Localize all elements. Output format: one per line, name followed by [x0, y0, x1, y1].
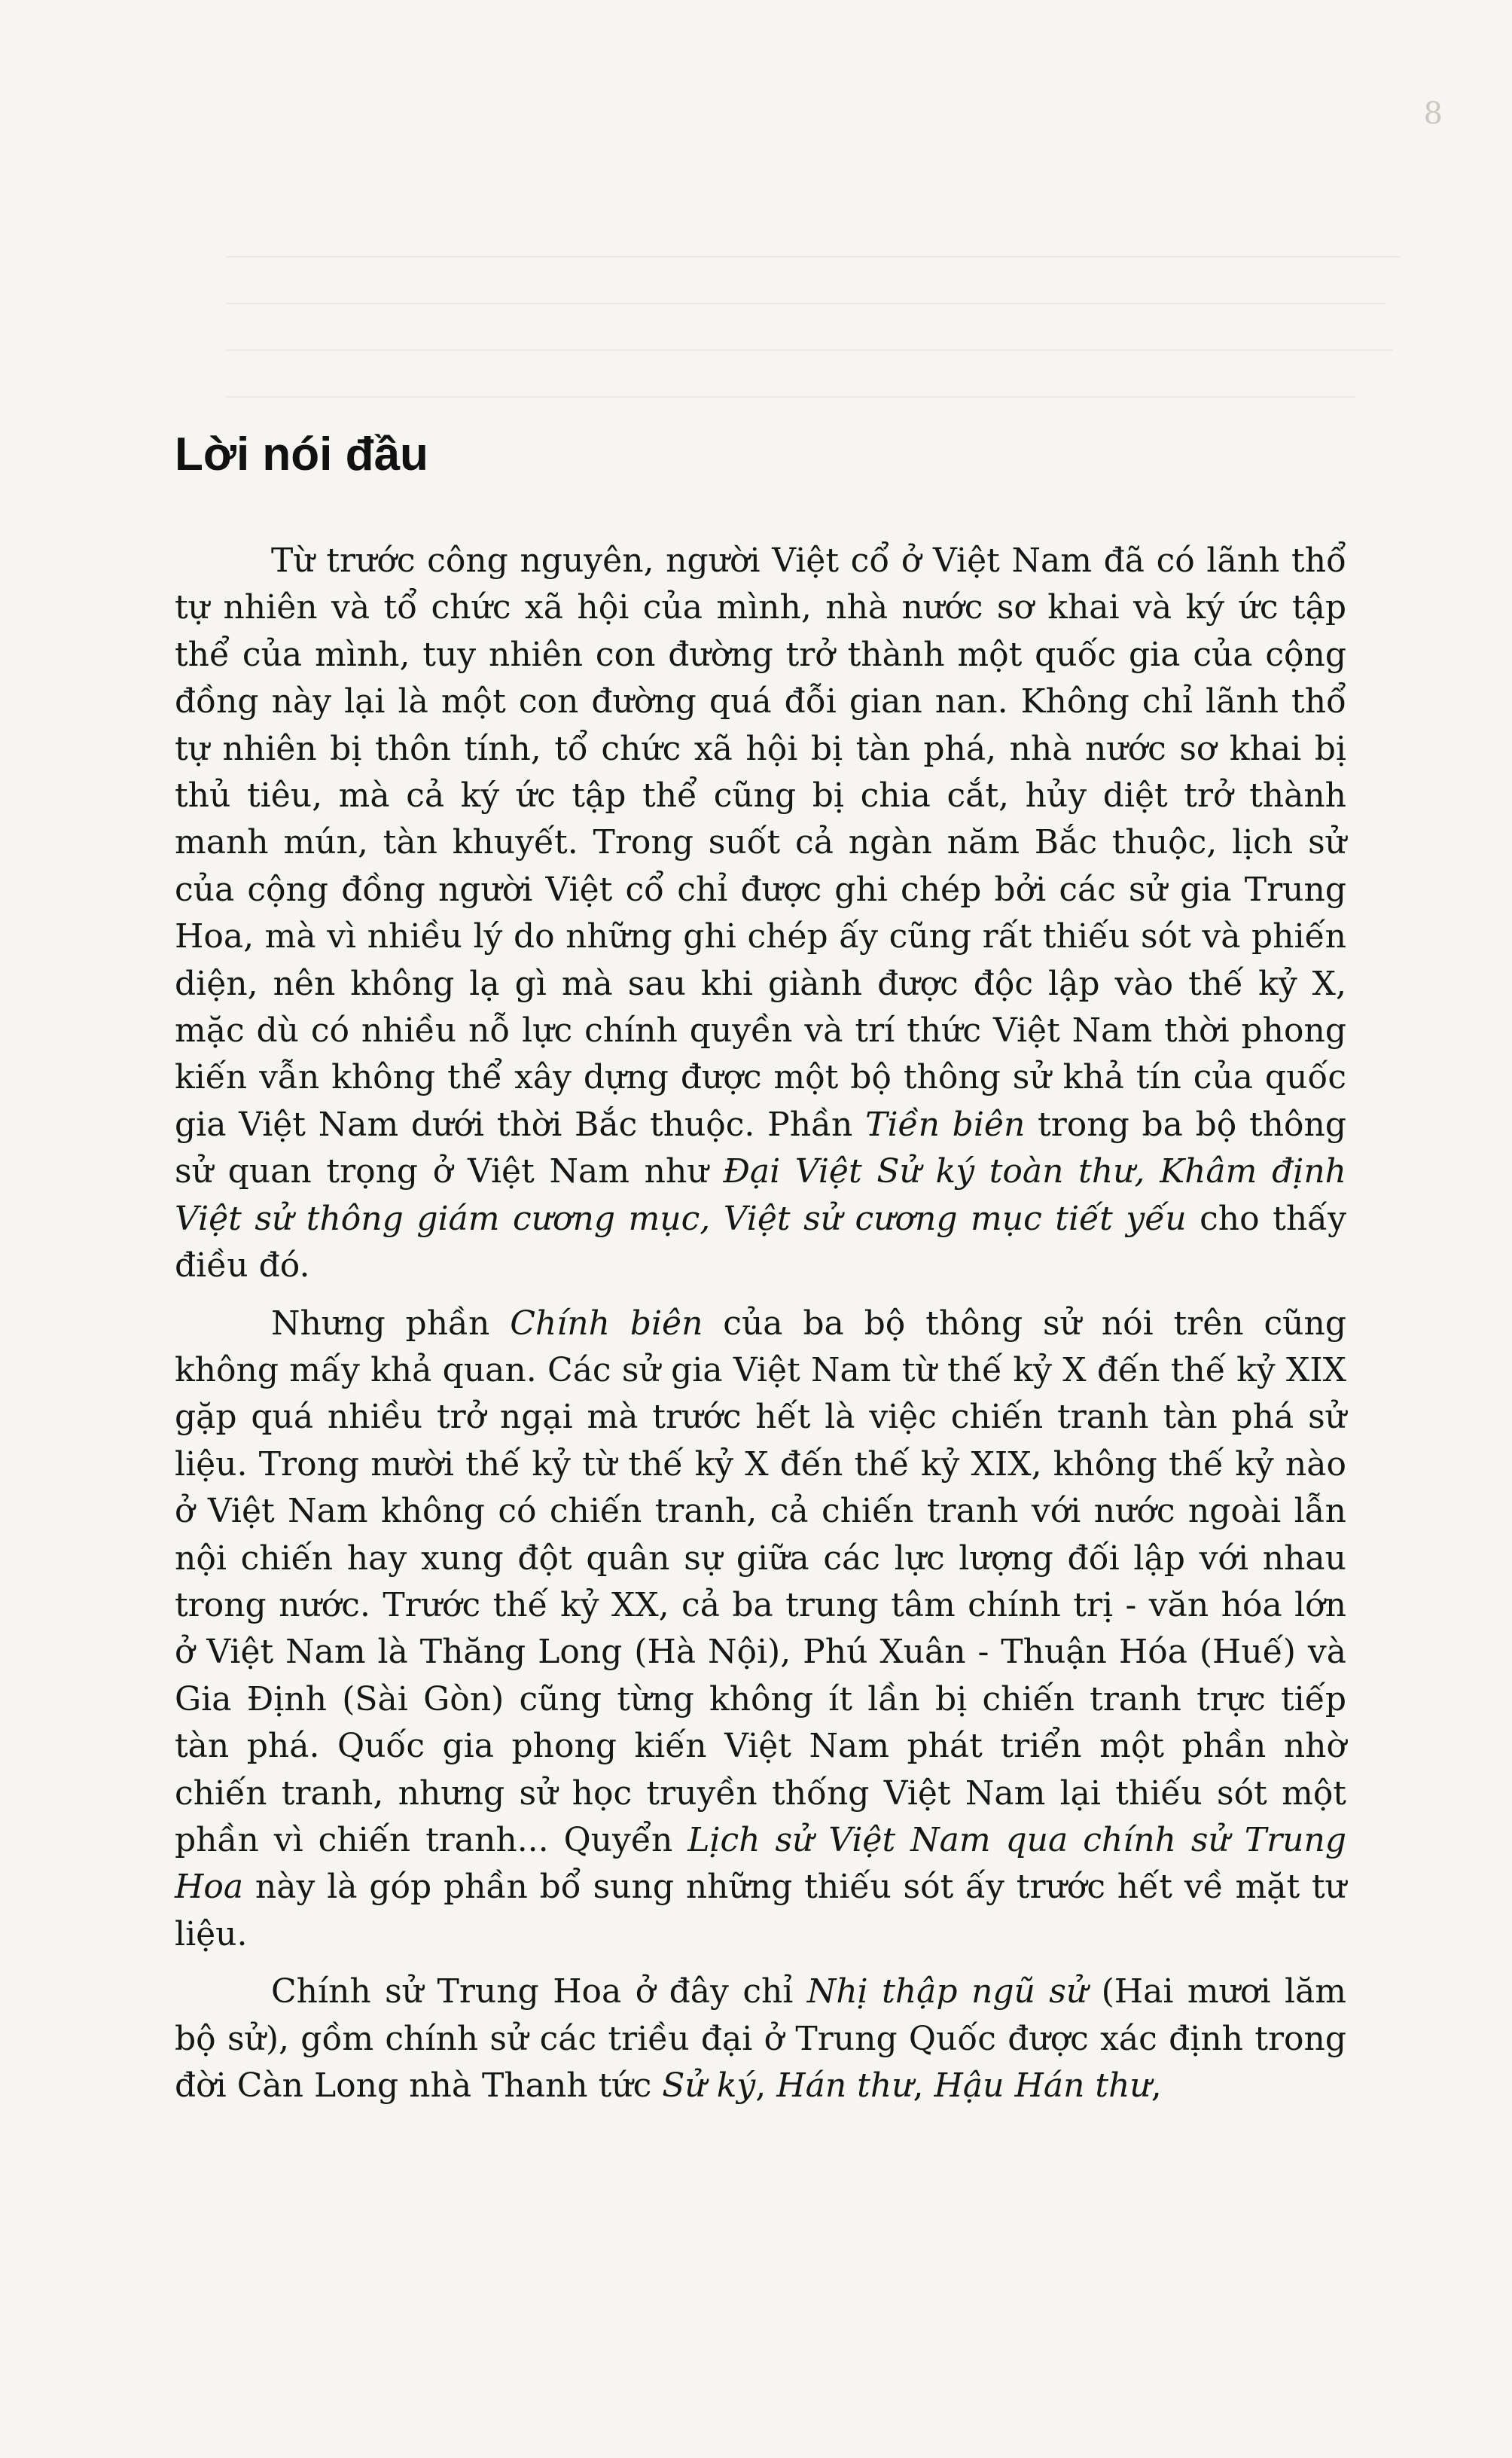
text-run: trong ba bộ thông sử quan trọng ở Việt Nam như — [175, 1105, 1346, 1191]
show-through-line — [226, 396, 1355, 398]
text-run: , — [755, 2066, 777, 2105]
chapter-heading: Lời nói đầu — [175, 428, 428, 480]
show-through-line — [226, 256, 1401, 258]
text-run: này là góp phần bổ sung những thiếu sót ấy trước hết về mặt tư liệu. — [175, 1868, 1346, 1953]
italic-run: Tiền biên — [865, 1105, 1026, 1144]
page-content — [175, 428, 1346, 2120]
show-through-line — [226, 349, 1393, 351]
italic-run: Nhị thập ngũ sử — [806, 1972, 1088, 2011]
paragraph — [175, 1301, 1346, 1959]
body-text — [175, 538, 1346, 2109]
italic-run: Hán thư — [776, 2066, 913, 2105]
italic-run: Chính biên — [510, 1304, 703, 1343]
page-number: 8 — [1423, 96, 1443, 131]
show-through-line — [226, 303, 1385, 304]
text-run: của ba bộ thông sử nói trên cũng không mấy khả quan. Các sử gia Việt Nam từ thế kỷ X đến thế kỷ XIX gặp quá nhiều trở ngại mà trước hết là việc chiến tranh tàn phá sử liệu. Trong mười thế kỷ từ thế kỷ X đến thế kỷ XIX, không thế kỷ nào ở Việt Nam không có chiến tranh, cả chiến tranh với nước ngoài lẫn nội chiến hay xung đột quân sự giữa các lực lượng đối lập với nhau trong nước. Trước thế kỷ XX, cả ba trung tâm chính trị - văn hóa lớn ở Việt Nam là Thăng Long (Hà Nội), Phú Xuân - Thuận Hóa (Huế) và Gia Định (Sài Gòn) cũng từng không ít lần bị chiến tranh trực tiếp tàn phá. Quốc gia phong kiến Việt Nam phát triển một phần nhờ chiến tranh, nhưng sử học truyền thống Việt Nam lại thiếu sót một phần vì chiến tranh... Quyển — [175, 1304, 1346, 1859]
paragraph — [175, 538, 1346, 1290]
text-run: (Hai mươi lăm bộ sử), gồm chính sử các triều đại ở Trung Quốc được xác định trong đời Càn Long nhà Thanh tức — [175, 1972, 1346, 2105]
text-run: , — [913, 2066, 934, 2105]
italic-run: Sử ký — [662, 2066, 756, 2105]
text-run: , — [1151, 2066, 1162, 2105]
italic-run: Đại Việt Sử ký toàn thư, Khâm định Việt sử thông giám cương mục, Việt sử cương mục tiết yếu — [175, 1152, 1347, 1238]
italic-run: Lịch sử Việt Nam qua chính sử Trung Hoa — [175, 1820, 1346, 1907]
text-run: Nhưng phần — [271, 1304, 511, 1343]
text-run: cho thấy điều đó. — [175, 1199, 1346, 1285]
italic-run: Hậu Hán thư — [934, 2066, 1151, 2105]
text-run: Từ trước công nguyên, người Việt cổ ở Việt Nam đã có lãnh thổ tự nhiên và tổ chức xã hội của mình, nhà nước sơ khai và ký ức tập thể của mình, tuy nhiên con đường trở thành một quốc gia của cộng đồng này lại là một con đường quá đỗi gian nan. Không chỉ lãnh thổ tự nhiên bị thôn tính, tổ chức xã hội bị tàn phá, nhà nước sơ khai bị thủ tiêu, mà cả ký ức tập thể cũng bị chia cắt, hủy diệt trở thành manh mún, tàn khuyết. Trong suốt cả ngàn năm Bắc thuộc, lịch sử của cộng đồng người Việt cổ chỉ được ghi chép bởi các sử gia Trung Hoa, mà vì nhiều lý do những ghi chép ấy cũng rất thiếu sót và phiến diện, nên không lạ gì mà sau khi giành được độc lập vào thế kỷ X, mặc dù có nhiều nỗ lực chính quyền và trí thức Việt Nam thời phong kiến vẫn không thể xây dựng được một bộ thông sử khả tín của quốc gia Việt Nam dưới thời Bắc thuộc. Phần — [175, 541, 1346, 1144]
paragraph — [175, 1969, 1346, 2109]
text-run: Chính sử Trung Hoa ở đây chỉ — [271, 1972, 807, 2011]
